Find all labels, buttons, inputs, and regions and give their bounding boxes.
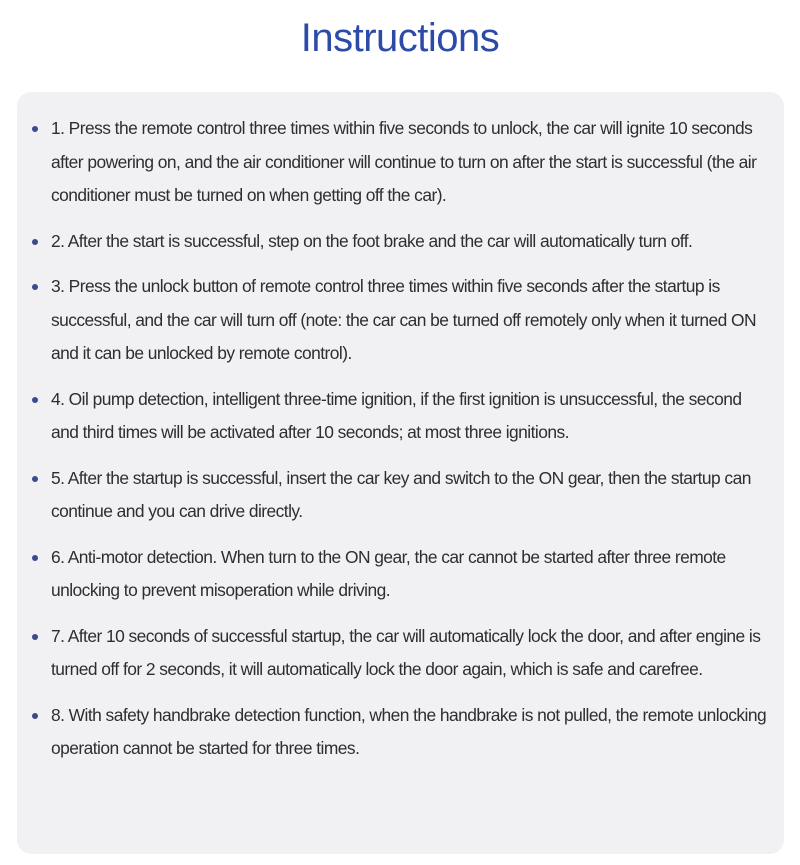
bullet-dot-icon [32, 284, 38, 290]
instruction-text: 8. With safety handbrake detection function, when the handbrake is not pulled, the remote unlocking operation cannot be started for three times. [51, 704, 767, 758]
instruction-text: 1. Press the remote control three times within five seconds to unlock, the car will ignite 10 seconds after powering on, and the air conditioner will continue to turn on after the start is successful (the air conditioner must be turned on when getting off the car). [51, 118, 757, 205]
instructions-list [17, 112, 784, 778]
instruction-item [17, 270, 784, 371]
instruction-item [17, 620, 784, 687]
instruction-item [17, 699, 784, 766]
bullet-dot-icon [32, 476, 38, 482]
bullet-dot-icon [32, 397, 38, 403]
instruction-text: 7. After 10 seconds of successful startup, the car will automatically lock the door, and after engine is turned off for 2 seconds, it will automatically lock the door again, which is safe and carefree. [51, 625, 761, 679]
instruction-text: 3. Press the unlock button of remote control three times within five seconds after the startup is successful, and the car will turn off (note: the car can be turned off remotely only when it turned ON and it can be unlocked by remote control). [51, 276, 756, 363]
instruction-text: 2. After the start is successful, step on the foot brake and the car will automatically turn off. [51, 230, 693, 251]
instruction-item [17, 383, 784, 450]
instruction-item [17, 225, 784, 259]
bullet-dot-icon [32, 239, 38, 245]
page-title: Instructions [300, 16, 500, 60]
bullet-dot-icon [32, 126, 38, 132]
instructions-panel [17, 92, 784, 854]
bullet-dot-icon [32, 555, 38, 561]
instruction-text: 5. After the startup is successful, insert the car key and switch to the ON gear, then the startup can continue and you can drive directly. [51, 467, 751, 521]
bullet-dot-icon [32, 713, 38, 719]
instruction-item [17, 112, 784, 213]
instruction-text: 6. Anti-motor detection. When turn to the ON gear, the car cannot be started after three remote unlocking to prevent misoperation while driving. [51, 546, 726, 600]
bullet-dot-icon [32, 634, 38, 640]
instruction-text: 4. Oil pump detection, intelligent three-time ignition, if the first ignition is unsuccessful, the second and third times will be activated after 10 seconds; at most three ignitions. [51, 388, 742, 442]
instruction-item [17, 462, 784, 529]
instruction-item [17, 541, 784, 608]
